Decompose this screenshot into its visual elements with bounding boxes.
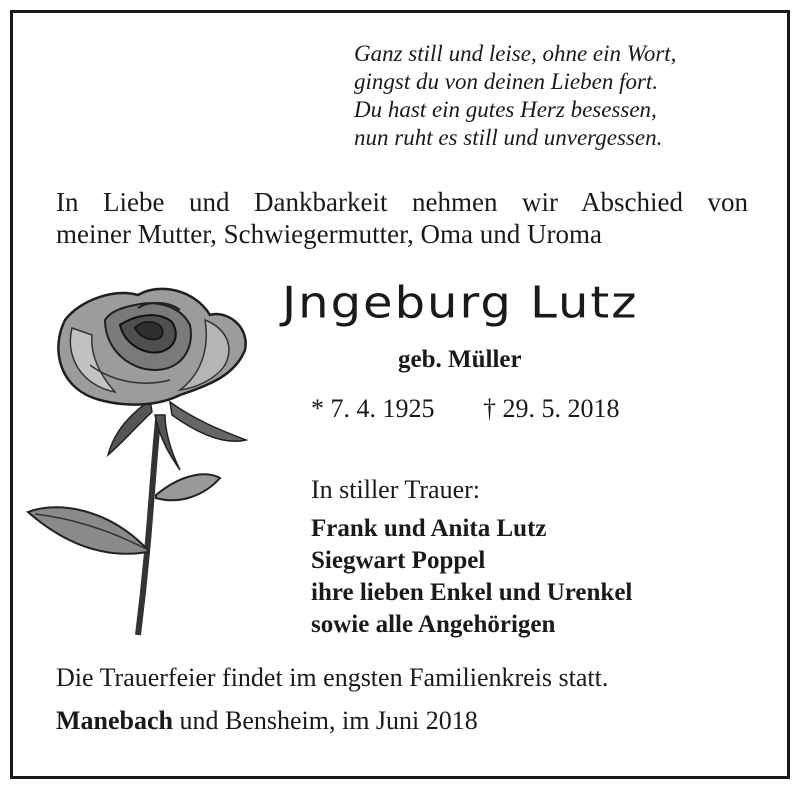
mourners-list bbox=[311, 513, 632, 641]
poem bbox=[354, 40, 676, 152]
poem-line: gingst du von deinen Lieben fort. bbox=[354, 69, 659, 94]
intro-text bbox=[56, 186, 748, 250]
poem-line: Ganz still und leise, ohne ein Wort, bbox=[354, 41, 677, 66]
death-date: † 29. 5. 2018 bbox=[483, 394, 620, 423]
deceased-name: Jngeburg Lutz bbox=[282, 278, 639, 329]
birth-date: * 7. 4. 1925 bbox=[311, 394, 435, 423]
ceremony-note: Die Trauerfeier findet im engsten Familienkreis statt. bbox=[56, 663, 609, 692]
mourner-entry: Siegwart Poppel bbox=[311, 547, 486, 574]
birth-name: geb. Müller bbox=[398, 346, 522, 373]
place-rest: und Bensheim, im Juni 2018 bbox=[173, 706, 478, 735]
intro-line-1: In Liebe und Dankbarkeit nehmen wir Abschied von bbox=[56, 187, 748, 217]
poem-line: Du hast ein gutes Herz besessen, bbox=[354, 97, 657, 122]
mourner-entry: ihre lieben Enkel und Urenkel bbox=[311, 579, 633, 606]
intro-line-2: meiner Mutter, Schwiegermutter, Oma und Uroma bbox=[56, 219, 602, 249]
place-bold: Manebach bbox=[56, 706, 173, 735]
place-date-line bbox=[56, 706, 478, 736]
poem-line: nun ruht es still und unvergessen. bbox=[354, 125, 663, 150]
mourner-entry: sowie alle Angehörigen bbox=[311, 611, 556, 638]
mourner-entry: Frank und Anita Lutz bbox=[311, 515, 547, 542]
mourning-label: In stiller Trauer: bbox=[311, 475, 480, 504]
rose-illustration bbox=[20, 280, 270, 640]
